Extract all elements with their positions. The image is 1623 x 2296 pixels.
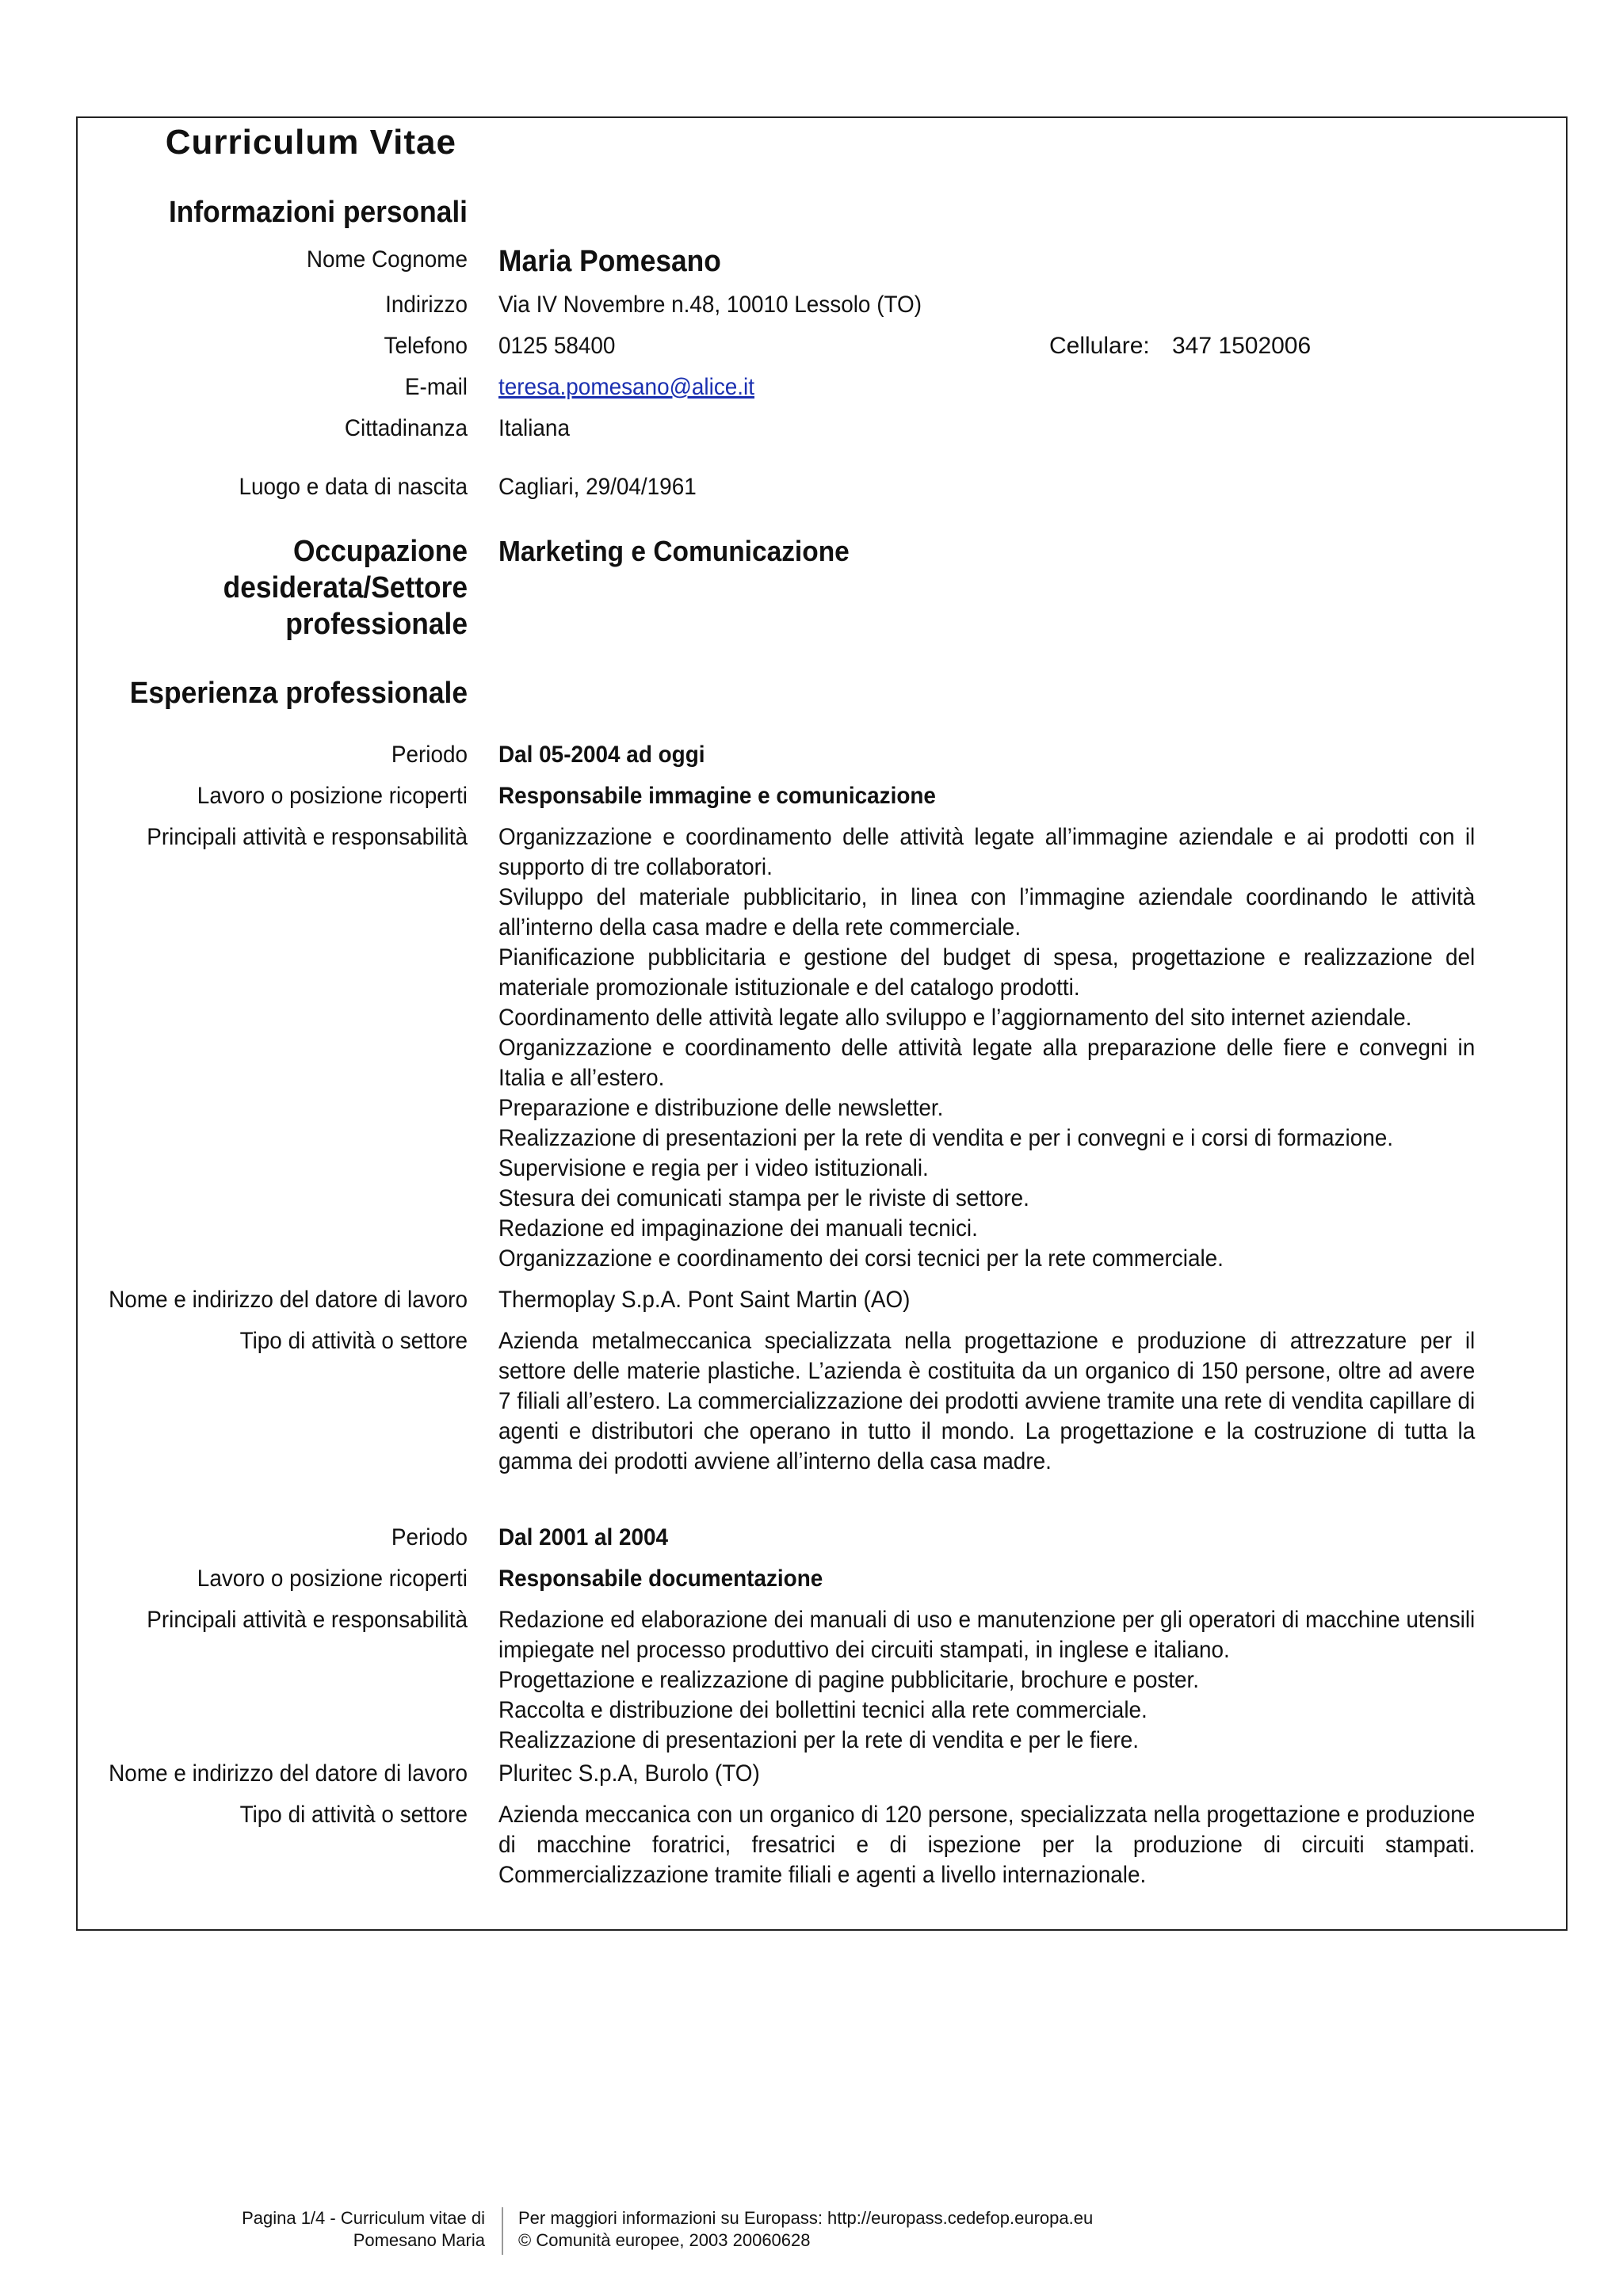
full-name: Maria Pomesano (498, 245, 721, 278)
activity-item: Sviluppo del materiale pubblicitario, in linea con l’immagine aziendale coordinando le attività all’interno della casa madre e della rete commerciale. (498, 884, 1476, 940)
field-label: Telefono (384, 333, 468, 359)
footer-line: © Comunità europee, 2003 20060628 (518, 2230, 811, 2250)
activity-item: Organizzazione e coordinamento delle attività legate alla preparazione delle fiere e convegni in Italia e all’estero. (498, 1035, 1476, 1091)
field-label: E-mail (404, 374, 468, 400)
email-link[interactable]: teresa.pomesano@alice.it (498, 374, 755, 400)
activity-item: Coordinamento delle attività legate allo sviluppo e l’aggiornamento del sito internet aziendale. (498, 1005, 1412, 1031)
field-label: Luogo e data di nascita (239, 474, 468, 500)
activity-item: Stesura dei comunicati stampa per le riviste di settore. (498, 1185, 1029, 1211)
sector-value: Azienda meccanica con un organico di 120 persone, specializzata nella progettazione e produzione di macchine foratrici, fresatrici e di ispezione per la produzione di circuiti stampati. Commercializzazione tramite filiali e agenti a livello internazionale. (498, 1802, 1476, 1888)
position-value: Responsabile immagine e comunicazione (498, 783, 936, 809)
position-value: Responsabile documentazione (498, 1566, 823, 1592)
activity-item: Redazione ed elaborazione dei manuali di uso e manutenzione per gli operatori di macchine utensili impiegate nel processo produttivo dei circuiti stampati, in inglese e italiano. (498, 1607, 1476, 1663)
activity-item: Raccolta e distribuzione dei bollettini tecnici alla rete commerciale. (498, 1697, 1148, 1723)
activity-item: Realizzazione di presentazioni per la rete di vendita e per le fiere. (498, 1727, 1140, 1753)
period-value: Dal 2001 al 2004 (498, 1524, 669, 1550)
field-label: Periodo (391, 1524, 468, 1550)
field-label: Lavoro o posizione ricoperti (197, 1566, 468, 1592)
period-value: Dal 05-2004 ad oggi (498, 742, 705, 768)
footer-line: Pomesano Maria (353, 2230, 485, 2250)
footer-divider (502, 2207, 503, 2255)
field-label: Principali attività e responsabilità (147, 1607, 468, 1633)
field-label: Principali attività e responsabilità (147, 824, 468, 850)
footer-europass-info (518, 2207, 1232, 2252)
occupation-label-line: desiderata/Settore (223, 571, 468, 605)
field-label: Cittadinanza (344, 415, 468, 441)
birth-value: Cagliari, 29/04/1961 (498, 474, 697, 500)
sector-value: Azienda metalmeccanica specializzata nella progettazione e produzione di attrezzature per il settore delle materie plastiche. L’azienda è costituita da un organico di 150 persone, oltre ad avere 7 filiali all’estero. La commercializzazione dei prodotti avviene tramite una rete di vendita capillare di agenti e distributori che operano in tutto il mondo. La progettazione e la costruzione di tutta la gamma dei prodotti avviene all’interno della casa madre. (498, 1328, 1476, 1474)
document-title: Curriculum Vitae (165, 123, 456, 162)
mobile-value: 347 1502006 (1172, 333, 1312, 359)
occupation-label-line: Occupazione (293, 535, 468, 568)
section-heading: Esperienza professionale (129, 677, 468, 710)
activity-item: Supervisione e regia per i video istituzionali. (498, 1155, 929, 1181)
employer-value: Thermoplay S.p.A. Pont Saint Martin (AO) (498, 1287, 911, 1313)
field-label: Nome e indirizzo del datore di lavoro (109, 1287, 468, 1313)
citizenship-value: Italiana (498, 415, 570, 441)
footer-page-info (230, 2207, 485, 2252)
occupation-label-line: professionale (285, 608, 468, 641)
field-label: Tipo di attività o settore (239, 1802, 468, 1828)
section-heading (104, 533, 468, 643)
activity-item: Organizzazione e coordinamento dei corsi tecnici per la rete commerciale. (498, 1245, 1224, 1272)
activities-list (498, 1605, 1475, 1756)
activity-item: Preparazione e distribuzione delle newsletter. (498, 1095, 944, 1121)
employer-value: Pluritec S.p.A, Burolo (TO) (498, 1760, 760, 1787)
field-label: Tipo di attività o settore (239, 1328, 468, 1354)
phone-value: 0125 58400 (498, 333, 616, 359)
activity-item: Pianificazione pubblicitaria e gestione del budget di spesa, progettazione e realizzazione del materiale promozionale istituzionale e del catalogo prodotti. (498, 944, 1476, 1001)
field-label: Periodo (391, 742, 468, 768)
activity-item: Progettazione e realizzazione di pagine pubblicitarie, brochure e poster. (498, 1667, 1200, 1693)
activity-item: Organizzazione e coordinamento delle attività legate all’immagine aziendale e ai prodotti con il supporto di tre collaboratori. (498, 824, 1476, 880)
field-label: Lavoro o posizione ricoperti (197, 783, 468, 809)
field-label: Indirizzo (385, 292, 468, 318)
address-value: Via IV Novembre n.48, 10010 Lessolo (TO) (498, 292, 922, 318)
footer-line: Per maggiori informazioni su Europass: http://europass.cedefop.europa.eu (518, 2208, 1094, 2228)
activities-list (498, 822, 1475, 1274)
activity-item: Redazione ed impaginazione dei manuali tecnici. (498, 1215, 978, 1241)
occupation-value: Marketing e Comunicazione (498, 535, 850, 567)
mobile-label: Cellulare: (1049, 333, 1150, 359)
activity-item: Realizzazione di presentazioni per la rete di vendita e per i convegni e i corsi di formazione. (498, 1125, 1394, 1151)
section-heading: Informazioni personali (168, 196, 468, 229)
field-label: Nome Cognome (306, 246, 468, 273)
footer-line: Pagina 1/4 - Curriculum vitae di (242, 2208, 485, 2228)
field-label: Nome e indirizzo del datore di lavoro (109, 1760, 468, 1787)
